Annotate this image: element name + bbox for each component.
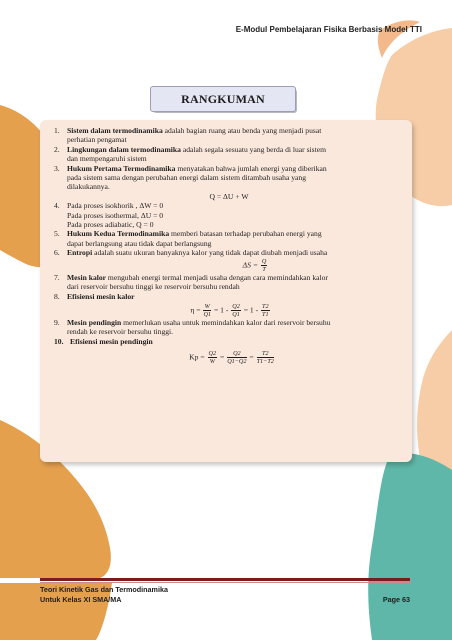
list-item-9 [54,318,404,337]
fraction-numerator: W [204,302,210,310]
footer-left [40,585,168,605]
item-text: adalah segala sesuatu yang berda di luar sistem [180,144,327,154]
item-text: perhatian pengamat [67,135,127,145]
item-text: Pada proses adiabatic, Q = 0 [67,220,154,230]
list-item-10 [54,337,404,365]
item-text: adalah suatu ukuran banyaknya kalor yang tidak dapat diubah menjadi usaha [92,248,328,258]
fraction-denominator: Q1 [232,310,240,318]
item-term: Efisiensi mesin kalor [67,291,135,301]
section-title-box [150,86,296,112]
item-term: Efisiensi mesin pendingin [70,336,153,346]
formula-text: = [249,352,254,362]
list-item-8 [54,292,404,318]
item-text: memerlukan usaha untuk memindahkan kalor dari reservoir bersuhu [121,317,331,327]
module-header-title: E-Modul Pembelajaran Fisika Berbasis Model TTI [235,25,422,34]
item-term: Mesin pendingin [67,317,122,327]
footer-divider [40,578,410,581]
fraction-denominator: Q1−Q2 [227,358,247,366]
fraction-denominator: Q1 [203,310,212,318]
item-text: dari reservoir bersuhu tinggi ke reservoir bersuhu rendah [67,282,240,292]
item-number: 9. [54,317,60,327]
item-number: 3. [54,163,60,173]
formula-refrigerator-cop [70,350,404,365]
list-item-7 [54,273,404,292]
list-item-2 [54,145,404,164]
fraction [261,303,270,318]
fraction-numerator: Q2 [208,350,217,358]
fraction [231,303,241,318]
fraction [208,350,218,365]
fraction [203,303,211,318]
item-text: rendah ke reservoir bersuhu tinggi. [67,327,174,337]
formula-text: = [219,352,225,362]
item-term: Sistem dalam termodinamika [67,126,163,135]
fraction-numerator: Q2 [227,350,246,358]
footer-grade: Untuk Kelas XI SMA/MA [40,595,122,604]
fraction [261,258,267,273]
fraction-denominator: W [209,358,215,366]
fraction-denominator: T1 [262,310,269,318]
item-term: Hukum Pertama Termodinamika [67,163,176,173]
item-text: dilakukannya. [67,182,110,192]
item-number: 1. [54,126,60,135]
item-text: memberi batasan terhadap perubahan energi yang [169,229,322,239]
item-text: pada sistem sama dengan perubahan energi dalam sistem ditambah usaha yang [67,173,306,183]
fraction [227,350,246,365]
item-term: Mesin kalor [67,272,107,282]
summary-list [54,126,404,365]
fraction-numerator: Q [261,257,267,265]
item-number: 10. [54,336,64,346]
item-text: adalah bagian ruang atau benda yang menjadi pusat [162,126,322,135]
formula-text: = 1 - [243,305,259,315]
list-item-3 [54,164,404,202]
item-number: 5. [54,229,60,239]
fraction-numerator: T2 [257,350,274,358]
item-number: 8. [54,291,60,301]
fraction-numerator: Q2 [232,302,240,310]
fraction-denominator: T [262,265,266,273]
item-number: 4. [54,201,60,211]
list-item-6 [54,248,404,272]
list-item-5 [54,229,404,248]
formula-text: η = [190,305,201,315]
item-text: Pada proses isothermal, ΔU = 0 [67,210,164,220]
item-number: 7. [54,272,60,282]
list-item-4 [54,201,404,229]
item-number: 2. [54,144,60,154]
fraction [257,350,274,365]
footer-book-title: Teori Kinetik Gas dan Termodinamika [40,585,168,594]
formula-text: = 1 - [213,305,229,315]
item-text: dapat berlangsung atau tidak dapat berlangsung [67,238,212,248]
formula-text: ΔS = [242,259,258,269]
item-term: Entropi [67,248,93,258]
item-text: Pada proses isokhorik , ΔW = 0 [67,201,164,211]
formula-first-law: Q = ΔU + W [209,191,249,201]
fraction-numerator: T2 [262,302,269,310]
item-number: 6. [54,248,60,258]
item-text: dan mempengaruhi sistem [67,154,147,164]
section-title: RANGKUMAN [150,86,296,112]
item-text: mengubah energi termal menjadi usaha dengan cara memindahkan kalor [106,272,328,282]
item-term: Lingkungan dalam termodinamika [67,144,181,154]
item-term: Hukum Kedua Termodinamika [67,229,170,239]
footer-divider-thin [40,582,410,583]
formula-entropy [67,258,404,273]
list-item-1 [54,126,404,145]
fraction-denominator: T1−T2 [256,358,274,366]
item-text: menyatakan bahwa jumlah energi yang diberikan [175,163,327,173]
page-number: Page 63 [382,595,410,604]
formula-heat-engine-efficiency [67,303,404,318]
decor-shape-teal-bottom [368,453,452,640]
formula-text: Kp = [189,352,205,362]
